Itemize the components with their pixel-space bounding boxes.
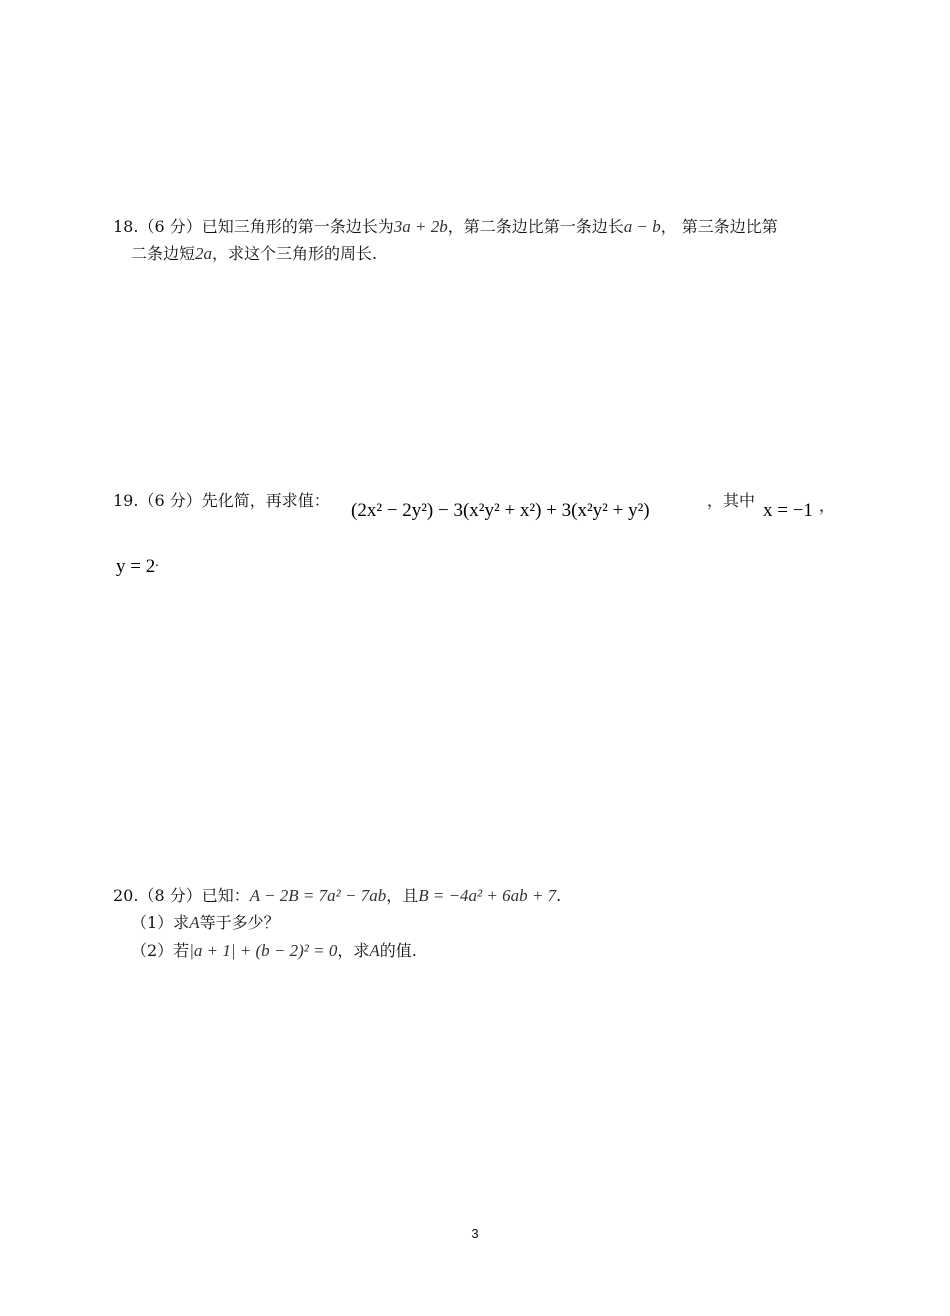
question-19-y-value	[116, 552, 159, 578]
question-20-expression-1: A − 2B = 7a² − 7ab	[249, 886, 387, 905]
question-19-where-text: ，其中	[707, 491, 756, 510]
question-19-expression: (2x² − 2y²) − 3(x²y² + x²) + 3(x²y² + y²)	[351, 500, 650, 521]
question-20-number: 20.	[113, 886, 139, 905]
question-20-part-2-variable: A	[369, 941, 380, 960]
question-19-text: （6 分）先化简，再求值：	[138, 491, 330, 510]
question-18-line-1	[113, 217, 778, 237]
question-20-expression-2: B = −4a² + 6ab + 7	[418, 886, 557, 905]
question-20-part-2-text: ，求	[337, 941, 370, 960]
question-20-text: （8 分）已知：	[138, 886, 250, 905]
question-20-part-1-text: 等于多少？	[199, 913, 280, 932]
question-19-comma: ，	[819, 496, 836, 515]
question-20-part-2	[131, 941, 417, 961]
question-18-text: （6 分）已知三角形的第一条边长为	[138, 217, 394, 236]
question-20-text-3: .	[556, 886, 562, 905]
question-18-text-2: ，第二条边比第一条边长	[447, 217, 624, 236]
question-20-part-2-expression: |a + 1| + (b − 2)² = 0	[189, 941, 338, 960]
question-18-text-3: ， 第三条边比第	[660, 217, 778, 236]
question-18-expression-2: a − b	[623, 217, 661, 236]
question-20-line-1	[113, 886, 561, 906]
question-18-text-5: ，求这个三角形的周长.	[212, 244, 378, 263]
question-19-number: 19.	[113, 491, 139, 510]
question-19-period: .	[155, 555, 159, 570]
question-20-part-1-label: （1）求	[131, 913, 190, 932]
question-18-expression-3: 2a	[195, 244, 213, 263]
question-19-y-expression: y = 2	[116, 556, 156, 577]
question-18-expression-1: 3a + 2b	[393, 217, 448, 236]
question-19-line-1	[113, 491, 330, 511]
question-20-part-2-end: 的值.	[379, 941, 417, 960]
question-20-part-2-label: （2）若	[131, 941, 190, 960]
question-20-part-1-variable: A	[189, 913, 200, 932]
question-19-x-value: x = −1	[763, 500, 813, 521]
question-20-text-2: ，且	[386, 886, 419, 905]
question-18-line-2	[131, 244, 377, 264]
question-18-text-4: 二条边短	[131, 244, 196, 263]
question-18-number: 18.	[113, 217, 139, 236]
question-20-part-1	[131, 913, 280, 933]
page-number: 3	[471, 1226, 479, 1241]
